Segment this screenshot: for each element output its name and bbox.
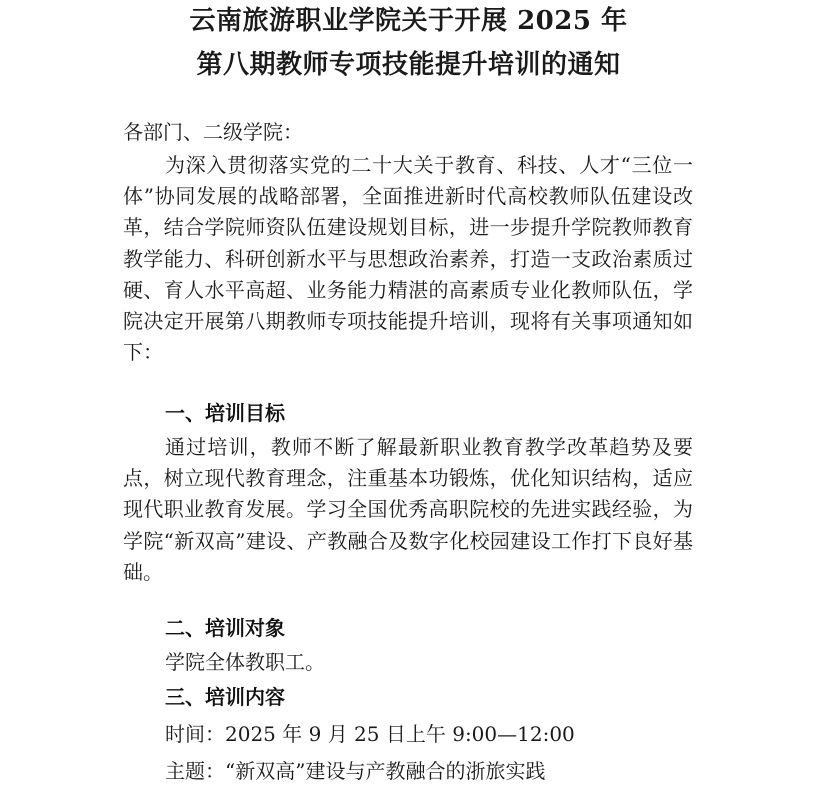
section-participants-text: 学院全体教职工。 [165, 650, 325, 674]
training-topic: 主题：“新双高”建设与产教融合的浙旅实践 [165, 759, 546, 783]
salutation: 各部门、二级学院： [123, 120, 303, 144]
training-time: 时间：2025 年 9 月 25 日上午 9:00—12:00 [165, 722, 575, 746]
section-heading-content: 三、培训内容 [165, 685, 285, 709]
section-heading-participants: 二、培训对象 [165, 616, 285, 640]
section-goals-paragraph: 通过培训，教师不断了解最新职业教育教学改革趋势及要点，树立现代教育理念，注重基本功锻炼，优化知识结构，适应现代职业教育发展。学习全国优秀高职院校的先进实践经验，为学院“新双高”建设、产教融合及数字化校园建设工作打下良好基础。 [123, 435, 693, 584]
section-heading-goals: 一、培训目标 [165, 401, 285, 425]
notice-title-line-2: 第八期教师专项技能提升培训的通知 [196, 50, 621, 80]
notice-title-line-1: 云南旅游职业学院关于开展 2025 年 [189, 6, 628, 36]
intro-paragraph: 为深入贯彻落实党的二十大关于教育、科技、人才“三位一体”协同发展的战略部署，全面推进新时代高校教师队伍建设改革，结合学院师资队伍建设规划目标，进一步提升学院教师教育教学能力、科研创新水平与思想政治素养，打造一支政治素质过硬、育人水平高超、业务能力精湛的高素质专业化教师队伍，学院决定开展第八期教师专项技能提升培训，现将有关事项通知如下： [123, 153, 693, 365]
